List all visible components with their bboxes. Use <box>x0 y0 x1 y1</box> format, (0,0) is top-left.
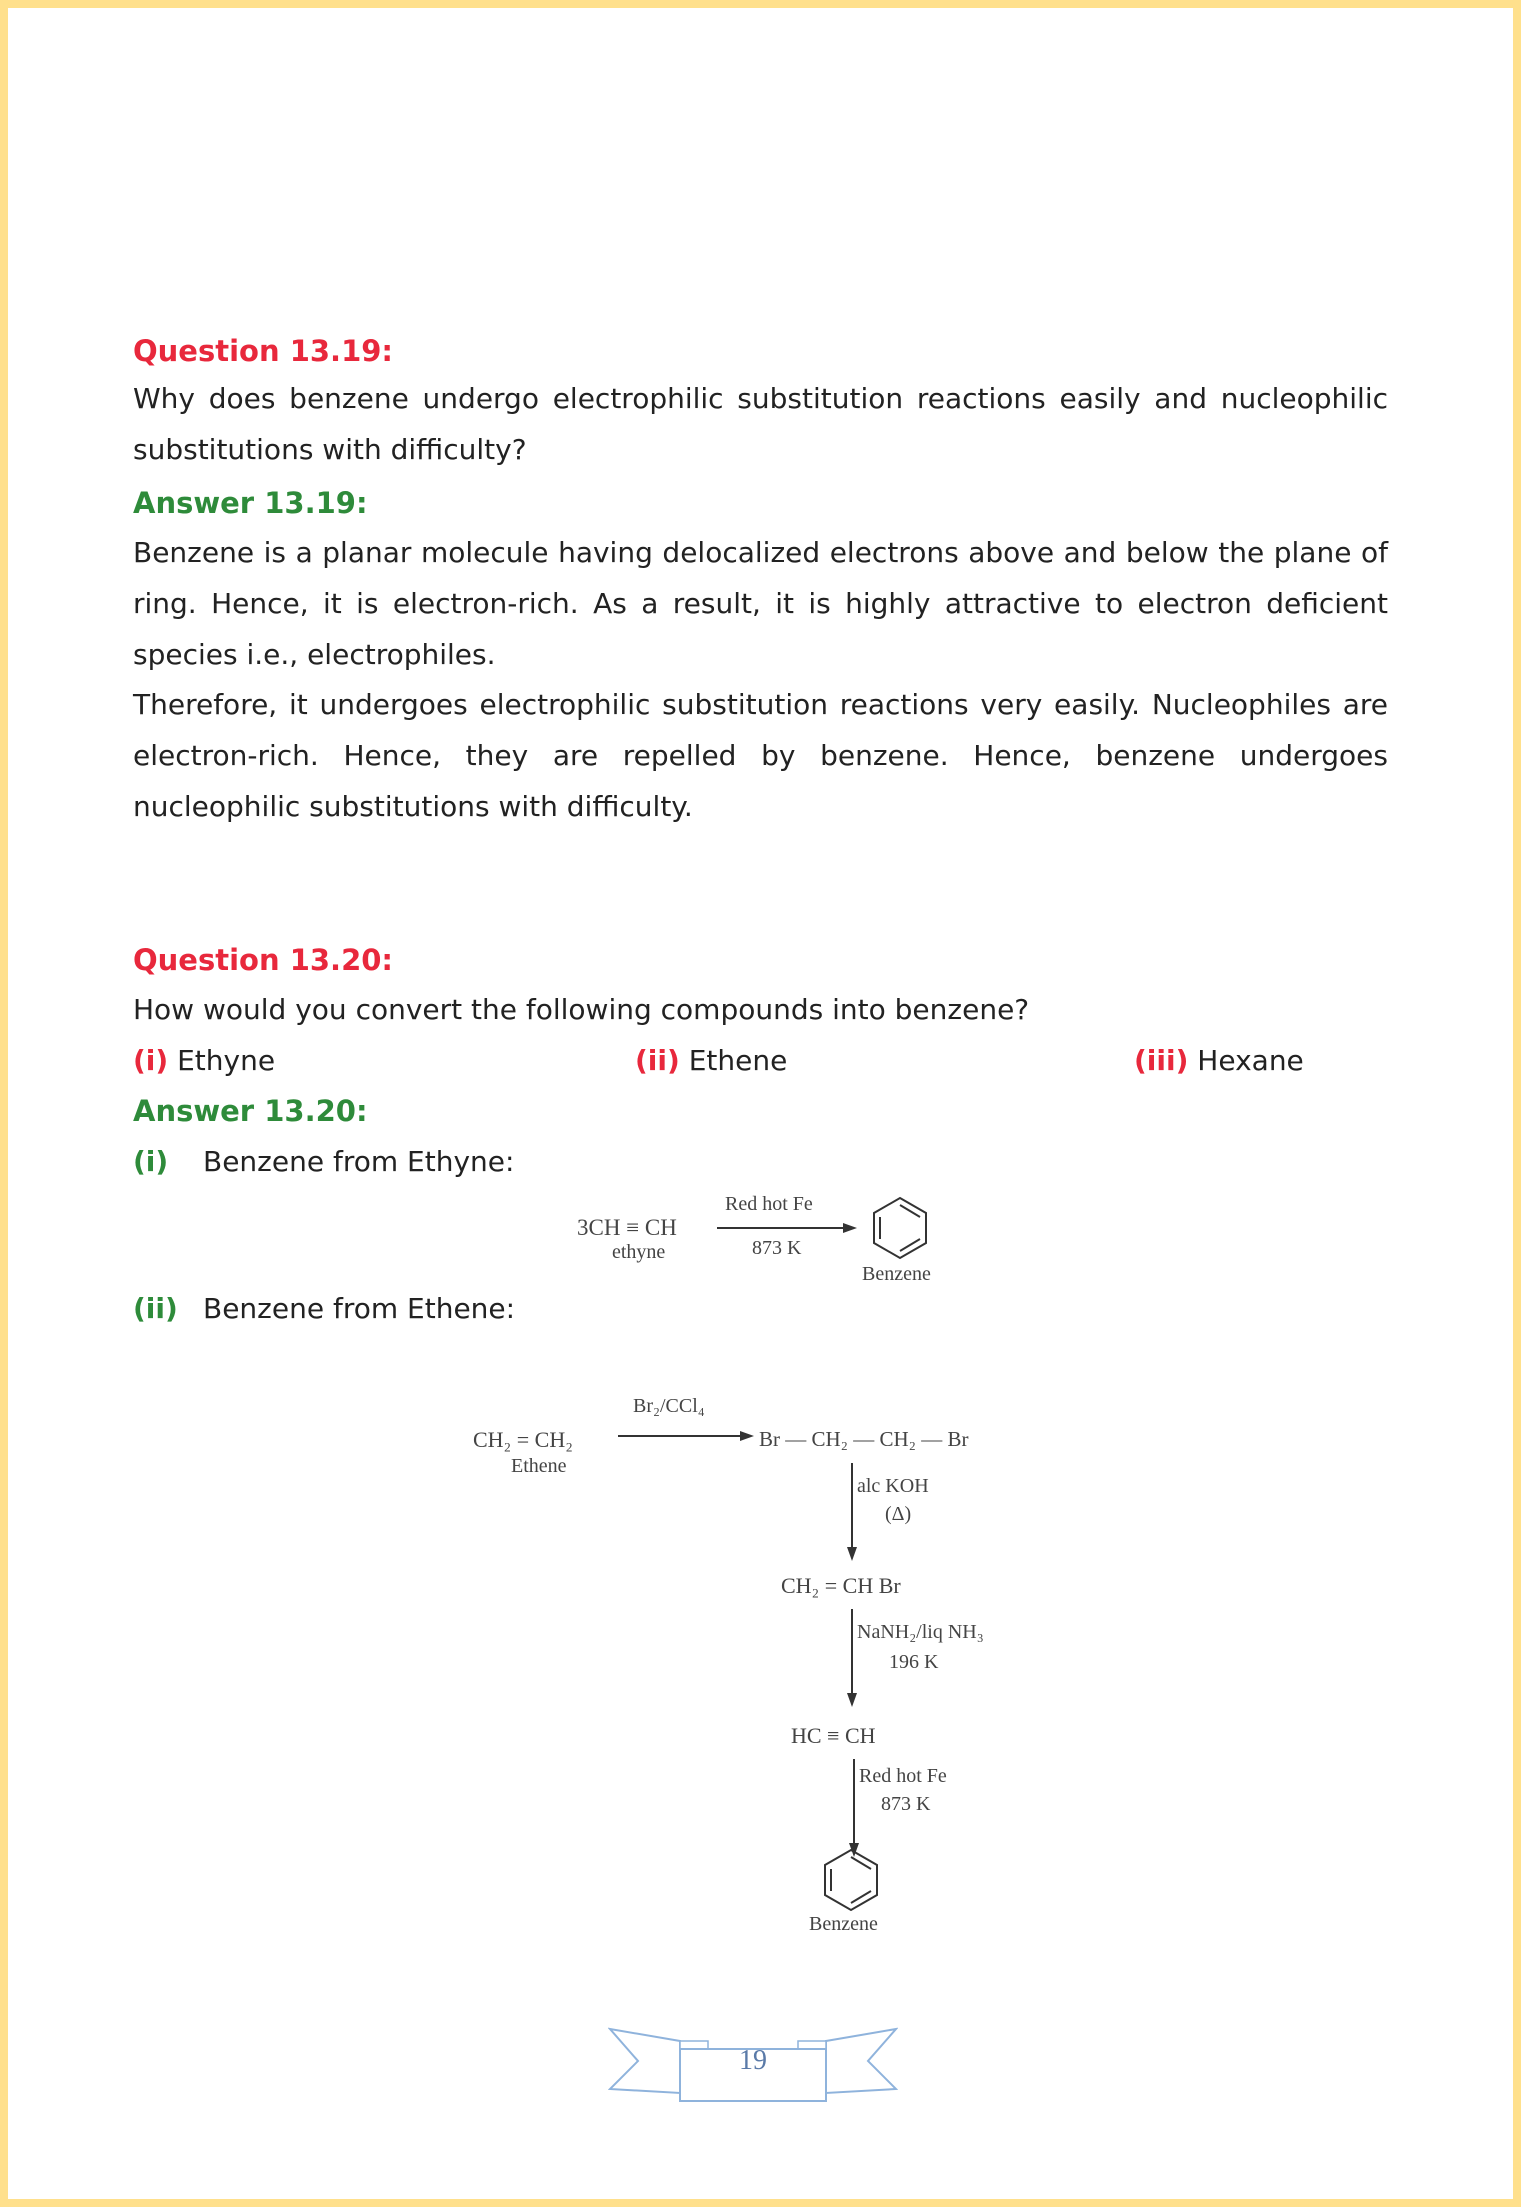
benzene-ring-icon <box>870 1195 930 1261</box>
option-marker: (ii) <box>635 1044 680 1077</box>
question-13-20-title: Question 13.20: <box>133 943 394 977</box>
condition-top: Red hot Fe <box>725 1193 813 1215</box>
reactant-name: Ethene <box>511 1455 567 1477</box>
question-text-line: substitutions with difficulty? <box>133 433 527 466</box>
question-text-line: Why does benzene undergo electrophilic substitution reactions easily and nucleophilic <box>133 382 1388 415</box>
answer-13-19-title: Answer 13.19: <box>133 486 368 520</box>
answer-text-line: Benzene is a planar molecule having delocalized electrons above and below the plane of <box>133 536 1388 569</box>
ethyne-reaction-scheme <box>577 1193 957 1293</box>
benzene-ring-icon <box>821 1847 881 1913</box>
page-number: 19 <box>739 2045 767 2076</box>
option-label: Ethene <box>688 1044 788 1077</box>
step2-reagent: alc KOH <box>857 1475 929 1497</box>
reactant-formula: CH₂ = CH₂ <box>473 1427 573 1452</box>
step2-condition: (Δ) <box>885 1503 912 1525</box>
reaction-arrow-icon <box>717 1221 857 1235</box>
ethene-reaction-scheme <box>471 1385 1051 1945</box>
question-13-19-title: Question 13.19: <box>133 334 394 368</box>
step3-product: HC ≡ CH <box>791 1723 876 1748</box>
page-number-banner <box>608 2023 898 2105</box>
step4-reagent: Red hot Fe <box>859 1765 947 1787</box>
option-marker: (iii) <box>1134 1044 1189 1077</box>
answer-part <box>133 1292 515 1325</box>
option-marker: (i) <box>133 1044 169 1077</box>
answer-text-line: Therefore, it undergoes electrophilic substitution reactions very easily. Nucleophiles are <box>133 688 1388 721</box>
step4-condition: 873 K <box>881 1793 931 1815</box>
product-name: Benzene <box>862 1263 931 1285</box>
part-marker: (ii) <box>133 1292 178 1325</box>
answer-13-20-title: Answer 13.20: <box>133 1094 368 1128</box>
step1-reagent: Br₂/CCl₄ <box>633 1395 705 1417</box>
option-item <box>1134 1044 1304 1077</box>
part-label: Benzene from Ethyne: <box>203 1145 515 1178</box>
condition-bottom: 873 K <box>752 1237 802 1259</box>
reaction-arrow-icon <box>618 1429 754 1443</box>
question-text: How would you convert the following compounds into benzene? <box>133 993 1030 1026</box>
answer-text-line: species i.e., electrophiles. <box>133 638 496 671</box>
part-label: Benzene from Ethene: <box>203 1292 516 1325</box>
step3-condition: 196 K <box>889 1651 939 1673</box>
step2-product: CH₂ = CH Br <box>781 1573 901 1598</box>
option-label: Ethyne <box>177 1044 276 1077</box>
answer-text-line: ring. Hence, it is electron-rich. As a result, it is highly attractive to electron deficient <box>133 587 1388 620</box>
answer-text-line: nucleophilic substitutions with difficulty. <box>133 790 693 823</box>
final-product-name: Benzene <box>809 1913 878 1935</box>
step1-product: Br — CH₂ — CH₂ — Br <box>759 1427 969 1451</box>
part-marker: (i) <box>133 1145 169 1178</box>
step3-reagent: NaNH₂/liq NH₃ <box>857 1621 984 1643</box>
reactant-name: ethyne <box>612 1241 666 1263</box>
answer-text-line: electron-rich. Hence, they are repelled by benzene. Hence, benzene undergoes <box>133 739 1388 772</box>
option-item <box>635 1044 787 1077</box>
option-item <box>133 1044 275 1077</box>
option-label: Hexane <box>1197 1044 1304 1077</box>
answer-part <box>133 1145 514 1178</box>
reactant-formula: 3CH ≡ CH <box>577 1215 677 1240</box>
